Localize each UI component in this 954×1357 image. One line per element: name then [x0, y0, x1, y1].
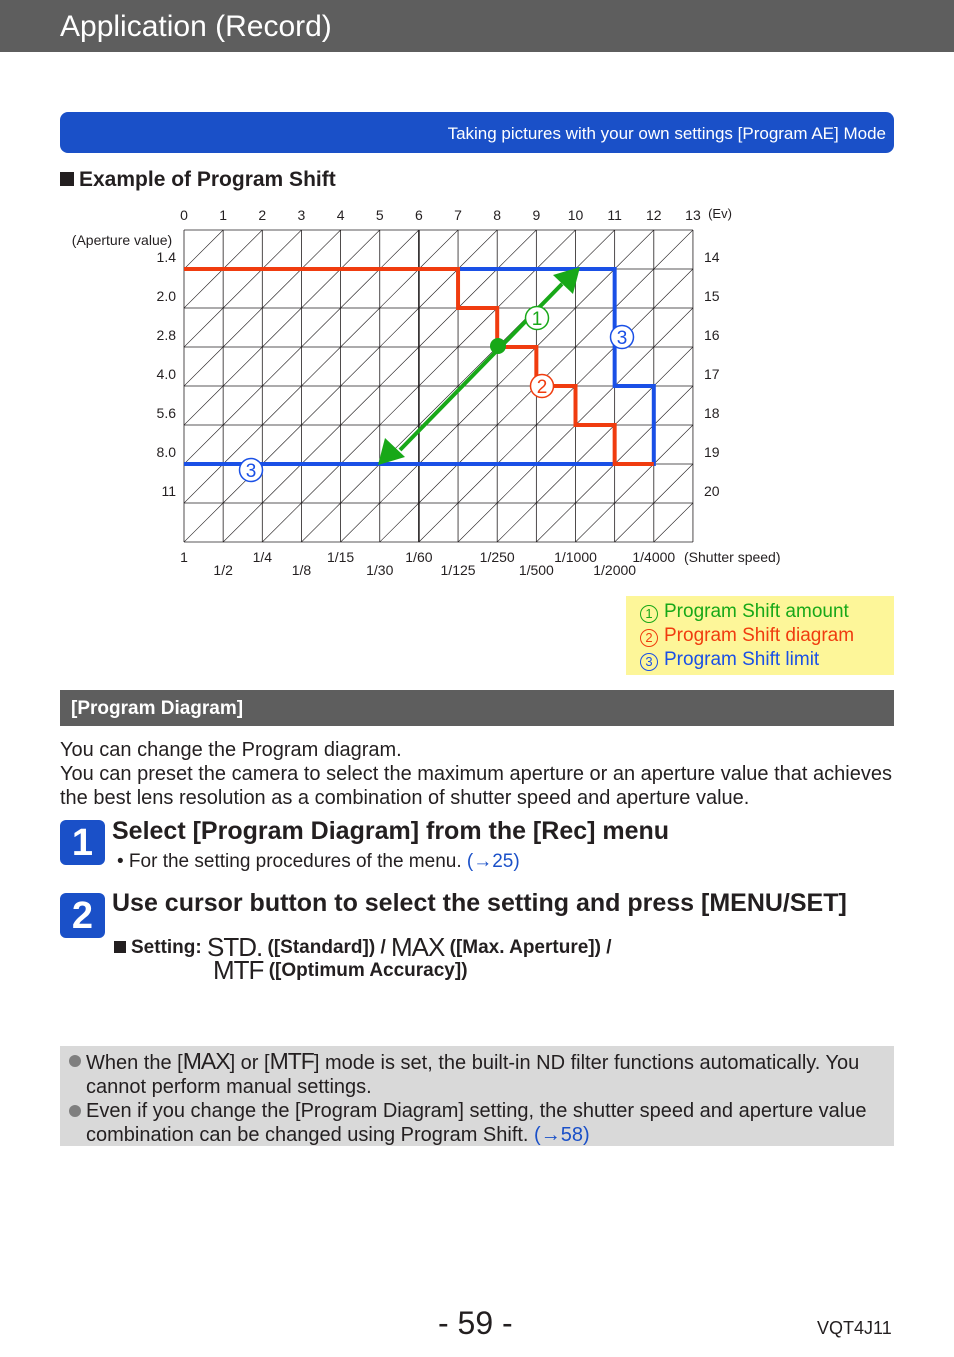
- grid-diagonal: [223, 308, 262, 347]
- aperture-tick-label: 5.6: [156, 405, 176, 421]
- number-3-icon: 3: [640, 653, 658, 671]
- grid-diagonal: [301, 308, 340, 347]
- grid-diagonal: [184, 230, 223, 269]
- note-program-shift: Even if you change the [Program Diagram] setting, the shutter speed and aperture value combination can be changed using Program Shift. (→58): [68, 1099, 894, 1147]
- step-1-badge: 1: [60, 820, 105, 865]
- shutter-tick-label: 1/250: [479, 549, 515, 565]
- grid-diagonal: [497, 347, 536, 386]
- grid-diagonal: [184, 464, 223, 503]
- ev-right-tick-label: 16: [704, 327, 720, 343]
- ev-right-tick-label: 19: [704, 444, 720, 460]
- grid-diagonal: [262, 308, 301, 347]
- grid-diagonal: [341, 269, 380, 308]
- grid-diagonal: [576, 269, 615, 308]
- shift-point-marker: [490, 338, 506, 354]
- ev-tick-label: 12: [646, 207, 662, 223]
- grid-diagonal: [380, 347, 419, 386]
- grid-diagonal: [341, 464, 380, 503]
- grid-diagonal: [458, 425, 497, 464]
- ev-right-tick-label: 18: [704, 405, 720, 421]
- grid-diagonal: [380, 464, 419, 503]
- grid-diagonal: [262, 269, 301, 308]
- ev-tick-label: 8: [493, 207, 502, 223]
- chart-legend: [626, 596, 894, 675]
- grid-diagonal: [301, 386, 340, 425]
- grid-diagonal: [654, 503, 693, 542]
- grid-diagonal: [536, 503, 575, 542]
- grid-diagonal: [301, 503, 340, 542]
- grid-diagonal: [536, 425, 575, 464]
- grid-diagonal: [615, 269, 654, 308]
- grid-diagonal: [497, 503, 536, 542]
- step-2-badge: 2: [60, 893, 105, 938]
- ev-tick-label: 5: [375, 207, 384, 223]
- aperture-tick-label: 4.0: [156, 366, 176, 382]
- number-2-icon: 2: [640, 629, 658, 647]
- section-title: Application (Record): [60, 10, 332, 43]
- breadcrumb: Taking pictures with your own settings [Program AE] Mode: [447, 124, 886, 143]
- grid-diagonal: [693, 503, 732, 542]
- program-diagram-title: [Program Diagram]: [71, 698, 244, 719]
- page-link-58[interactable]: (→58): [534, 1124, 590, 1146]
- bullet-icon: [69, 1055, 81, 1067]
- grid-diagonal: [184, 308, 223, 347]
- shutter-tick-label: 1/1000: [554, 549, 597, 565]
- program-shift-chart: [0, 195, 954, 590]
- grid-diagonal: [262, 464, 301, 503]
- number-1-icon: 1: [640, 605, 658, 623]
- grid-diagonal: [184, 503, 223, 542]
- grid-diagonal: [576, 503, 615, 542]
- grid-diagonal: [536, 464, 575, 503]
- step-1-note: • For the setting procedures of the menu. (→25): [117, 851, 520, 872]
- setting-options-2: MTF ([Optimum Accuracy]): [213, 955, 468, 985]
- ev-tick-label: 1: [219, 207, 228, 223]
- grid-diagonal: [419, 386, 458, 425]
- grid-diagonal: [615, 425, 654, 464]
- ev-right-tick-label: 20: [704, 483, 720, 499]
- grid-diagonal: [458, 503, 497, 542]
- aperture-tick-label: 2.0: [156, 288, 176, 304]
- ev-tick-label: 2: [258, 207, 267, 223]
- shutter-tick-label: 1/8: [291, 562, 312, 578]
- grid-diagonal: [654, 386, 693, 425]
- bullet-icon: [69, 1105, 81, 1117]
- shutter-tick-label: 1/15: [326, 549, 355, 565]
- grid-diagonal: [262, 386, 301, 425]
- step-2-title: Use cursor button to select the setting and press [MENU/SET]: [112, 889, 847, 917]
- aperture-tick-label: 8.0: [156, 444, 176, 460]
- grid-diagonal: [497, 386, 536, 425]
- ev-tick-label: 3: [297, 207, 306, 223]
- aperture-tick-label: 2.8: [156, 327, 176, 343]
- grid-diagonal: [223, 425, 262, 464]
- grid-diagonal: [262, 503, 301, 542]
- grid-diagonal: [497, 269, 536, 308]
- grid-diagonal: [576, 230, 615, 269]
- shutter-tick-label: 1/500: [518, 562, 554, 578]
- legend-item-shift-limit: 3 Program Shift limit: [640, 648, 894, 672]
- arrowhead-down-icon: [378, 438, 405, 465]
- std-mode-icon: STD.: [207, 932, 263, 962]
- grid-diagonal: [341, 308, 380, 347]
- ev-tick-label: 4: [336, 207, 345, 223]
- model-code: VQT4J11: [817, 1318, 892, 1338]
- grid-diagonal: [262, 347, 301, 386]
- square-bullet-icon: [60, 172, 74, 186]
- example-heading: Example of Program Shift: [60, 168, 336, 192]
- marker-2-icon-label: 2: [536, 377, 548, 398]
- setting-options: Setting: STD. ([Standard]) / MAX ([Max. Aperture]) /: [114, 932, 612, 963]
- grid-diagonal: [576, 347, 615, 386]
- grid-diagonal: [301, 464, 340, 503]
- header-bar: [0, 0, 954, 52]
- ev-unit-label: (Ev): [708, 206, 732, 221]
- shutter-tick-label: 1/4: [252, 549, 273, 565]
- grid-diagonal: [341, 230, 380, 269]
- grid-diagonal: [458, 347, 497, 386]
- shutter-tick-label: 1/60: [405, 549, 433, 565]
- grid-diagonal: [419, 503, 458, 542]
- shutter-tick-label: 1/2: [213, 562, 233, 578]
- legend-item-shift-amount: 1 Program Shift amount: [640, 600, 894, 624]
- max-mode-icon: MAX: [391, 932, 445, 962]
- ev-tick-label: 6: [415, 207, 423, 223]
- grid-diagonal: [184, 386, 223, 425]
- grid-diagonal: [654, 464, 693, 503]
- grid-diagonal: [419, 308, 458, 347]
- aperture-tick-label: 1.4: [156, 249, 176, 265]
- grid-diagonal: [654, 230, 693, 269]
- ev-tick-label: 0: [180, 207, 188, 223]
- shutter-tick-label: 1/30: [366, 562, 394, 578]
- marker-1-icon-label: 1: [531, 309, 543, 330]
- grid-diagonal: [184, 269, 223, 308]
- grid-diagonal: [184, 347, 223, 386]
- grid-diagonal: [380, 230, 419, 269]
- grid-diagonal: [576, 308, 615, 347]
- grid-diagonal: [301, 425, 340, 464]
- grid-diagonal: [654, 347, 693, 386]
- step-1-title: Select [Program Diagram] from the [Rec] menu: [112, 817, 670, 845]
- ev-right-tick-label: 14: [704, 249, 720, 265]
- square-bullet-icon: [114, 941, 126, 953]
- grid-diagonal: [615, 464, 654, 503]
- grid-diagonal: [615, 230, 654, 269]
- grid-diagonal: [419, 464, 458, 503]
- grid-diagonal: [654, 425, 693, 464]
- shutter-tick-label: 1/125: [440, 562, 476, 578]
- aperture-axis-label: (Aperture value): [71, 232, 173, 248]
- grid-diagonal: [419, 425, 458, 464]
- legend-item-shift-diagram: 2 Program Shift diagram: [640, 624, 894, 648]
- aperture-tick-label: 11: [161, 483, 176, 499]
- ev-right-tick-label: 17: [704, 366, 720, 382]
- breadcrumb-bar: [60, 112, 894, 153]
- grid-diagonal: [576, 464, 615, 503]
- grid-diagonal: [380, 386, 419, 425]
- shutter-tick-label: 1/4000: [632, 549, 676, 565]
- grid-diagonal: [497, 464, 536, 503]
- grid-diagonal: [341, 386, 380, 425]
- marker-3-icon-label: 3: [245, 461, 257, 482]
- note-nd-filter: When the [MAX] or [MTF] mode is set, the built-in ND filter functions automatically. You cannot perform manual settings.: [68, 1049, 894, 1099]
- grid-diagonal: [380, 503, 419, 542]
- grid-diagonal: [654, 269, 693, 308]
- grid-diagonal: [301, 347, 340, 386]
- grid-diagonal: [301, 230, 340, 269]
- grid-diagonal: [341, 503, 380, 542]
- grid-diagonal: [419, 347, 458, 386]
- page-number: - 59 -: [438, 1305, 513, 1341]
- grid-diagonal: [458, 464, 497, 503]
- grid-diagonal: [615, 503, 654, 542]
- grid-diagonal: [223, 503, 262, 542]
- grid-diagonal: [458, 386, 497, 425]
- grid-diagonal: [262, 425, 301, 464]
- grid-diagonal: [576, 386, 615, 425]
- grid-diagonal: [458, 230, 497, 269]
- grid-diagonal: [615, 386, 654, 425]
- grid-diagonal: [458, 308, 497, 347]
- page-link-25[interactable]: (→25): [466, 851, 520, 872]
- max-mode-icon: MAX: [182, 1048, 230, 1074]
- grid-diagonal: [458, 269, 497, 308]
- grid-diagonal: [223, 269, 262, 308]
- grid-diagonal: [654, 308, 693, 347]
- ev-tick-label: 13: [685, 207, 701, 223]
- program-diagram-bar: [60, 690, 894, 726]
- ev-tick-label: 10: [567, 207, 584, 223]
- grid-diagonal: [262, 230, 301, 269]
- intro-text: You can change the Program diagram. You can preset the camera to select the maximum aperture or an aperture value that achieves the best lens resolution as a combination of shutter speed and aperture value.: [60, 739, 892, 809]
- shutter-axis-label: (Shutter speed): [684, 549, 781, 565]
- marker-3-icon-label: 3: [616, 328, 628, 349]
- grid-diagonal: [419, 269, 458, 308]
- mtf-mode-icon: MTF: [213, 955, 264, 985]
- ev-right-tick-label: 15: [704, 288, 720, 304]
- shutter-tick-label: 1: [180, 549, 188, 565]
- grid-diagonal: [576, 425, 615, 464]
- shutter-tick-label: 1/2000: [593, 562, 637, 578]
- grid-diagonal: [536, 230, 575, 269]
- grid-diagonal: [419, 230, 458, 269]
- mtf-mode-icon: MTF: [269, 1048, 314, 1074]
- ev-tick-label: 7: [454, 207, 462, 223]
- notes-box: [60, 1046, 894, 1146]
- grid-diagonal: [184, 425, 223, 464]
- grid-diagonal: [380, 308, 419, 347]
- grid-diagonal: [301, 269, 340, 308]
- grid-diagonal: [223, 386, 262, 425]
- grid-diagonal: [497, 230, 536, 269]
- ev-tick-label: 11: [607, 207, 622, 223]
- grid-diagonal: [497, 425, 536, 464]
- ev-tick-label: 9: [532, 207, 541, 223]
- grid-diagonal: [380, 269, 419, 308]
- grid-diagonal: [223, 347, 262, 386]
- grid-diagonal: [341, 347, 380, 386]
- grid-diagonal: [615, 347, 654, 386]
- grid-diagonal: [341, 425, 380, 464]
- grid-diagonal: [223, 230, 262, 269]
